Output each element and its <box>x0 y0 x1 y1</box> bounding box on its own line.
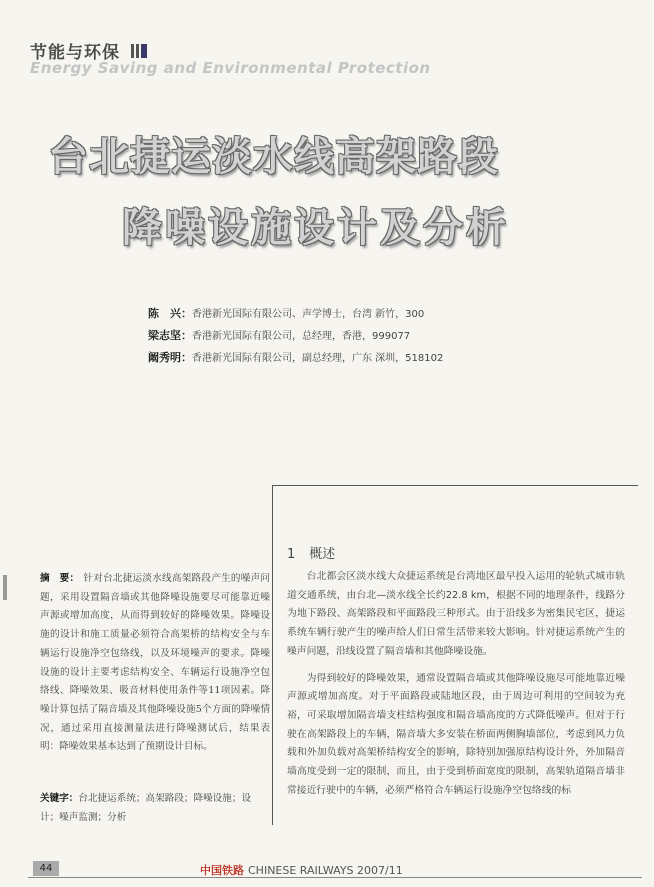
keywords-text: 台北捷运系统；高架路段；降噪设施；设计；噪声监测；分析 <box>40 793 252 823</box>
section-heading <box>287 543 335 562</box>
section-title-en: Energy Saving and Environmental Protection <box>30 59 431 77</box>
abstract-text: 针对台北捷运淡水线高架路段产生的噪声问题，采用设置隔音墙或其他降噪设施要尽可能靠近噪声源或增加高度，从而得到较好的降噪效果。降噪设施的设计和施工质量必须符合高架桥的结构安全与车辆运行设施净空包络线，以及环境噪声的要求。降噪设施的设计主要考虑结构安全、车辆运行设施净空包络线、降噪效果、吸音材料使用条件等11项因素。降噪计算包括了隔音墙及其他降噪设施5个方面的降噪情况，通过采用直接测量法进行降噪测试后，结果表明：降噪效果基本达到了预期设计目标。 <box>40 573 271 753</box>
author-list <box>148 305 443 371</box>
abstract <box>40 570 270 757</box>
journal-footer <box>200 862 403 878</box>
author-name: 阚秀明： <box>148 351 192 364</box>
body-paragraph: 台北都会区淡水线大众捷运系统是台湾地区最早投入运用的轮轨式城市轨道交通系统，由台北—淡水线全长约22.8 km，根据不同的地理条件，线路分为地下路段、高架路段和平面路段三种形式。由于沿线多为密集民宅区，捷运系统车辆行驶产生的噪声给人们日常生活带来较大影响。针对捷运系统产生的噪声问题，沿线设置了隔音墙和其他降噪设施。 <box>287 571 625 657</box>
body-text <box>287 568 625 800</box>
section-title: 概述 <box>309 547 336 562</box>
journal-name-cn: 中国铁路 <box>200 864 244 877</box>
keywords-label: 关键字： <box>40 793 79 804</box>
page-edge-mark <box>3 575 7 600</box>
body-frame-left-rule <box>272 485 273 825</box>
author-row <box>148 305 443 327</box>
keywords <box>40 790 270 827</box>
body-frame-top-rule <box>272 485 638 486</box>
journal-name-en: CHINESE RAILWAYS 2007/11 <box>248 864 403 877</box>
author-affiliation: 香港新光国际有限公司、声学博士，台湾 新竹，300 <box>192 309 425 320</box>
author-name: 梁志坚： <box>148 329 192 342</box>
page-number: 44 <box>33 861 59 876</box>
author-affiliation: 香港新光国际有限公司，总经理，香港，999077 <box>192 331 411 342</box>
article-title-line2: 降噪设施设计及分析 <box>122 205 509 251</box>
article-title-line1: 台北捷运淡水线高架路段 <box>48 134 499 180</box>
abstract-label: 摘 要： <box>40 573 80 584</box>
author-row <box>148 327 443 349</box>
author-name: 陈 兴： <box>148 307 192 320</box>
author-row <box>148 349 443 371</box>
body-paragraph: 为得到较好的降噪效果，通常设置隔音墙或其他降噪设施尽可能地靠近噪声源或增加高度。对于平面路段或陆地区段，由于周边可利用的空间较为充裕，可采取增加隔音墙支柱结构强度和隔音墙高度的方式降低噪声。但对于行驶在高架路段上的车辆，隔音墙大多安装在桥面两侧胸墙部位，考虑到风力负载和外加负载对高架桥结构安全的影响，除特别加强原结构设计外，外加隔音墙高度受到一定的限制，而且，由于受到桥面宽度的限制，高架轨道隔音墙非常接近行驶中的车辆，必须严格符合车辆运行设施净空包络线的标 <box>287 672 625 796</box>
section-label: 节能与环保 <box>30 43 120 63</box>
section-number: 1 <box>287 547 296 562</box>
author-affiliation: 香港新光国际有限公司，副总经理，广东 深圳，518102 <box>192 353 444 364</box>
